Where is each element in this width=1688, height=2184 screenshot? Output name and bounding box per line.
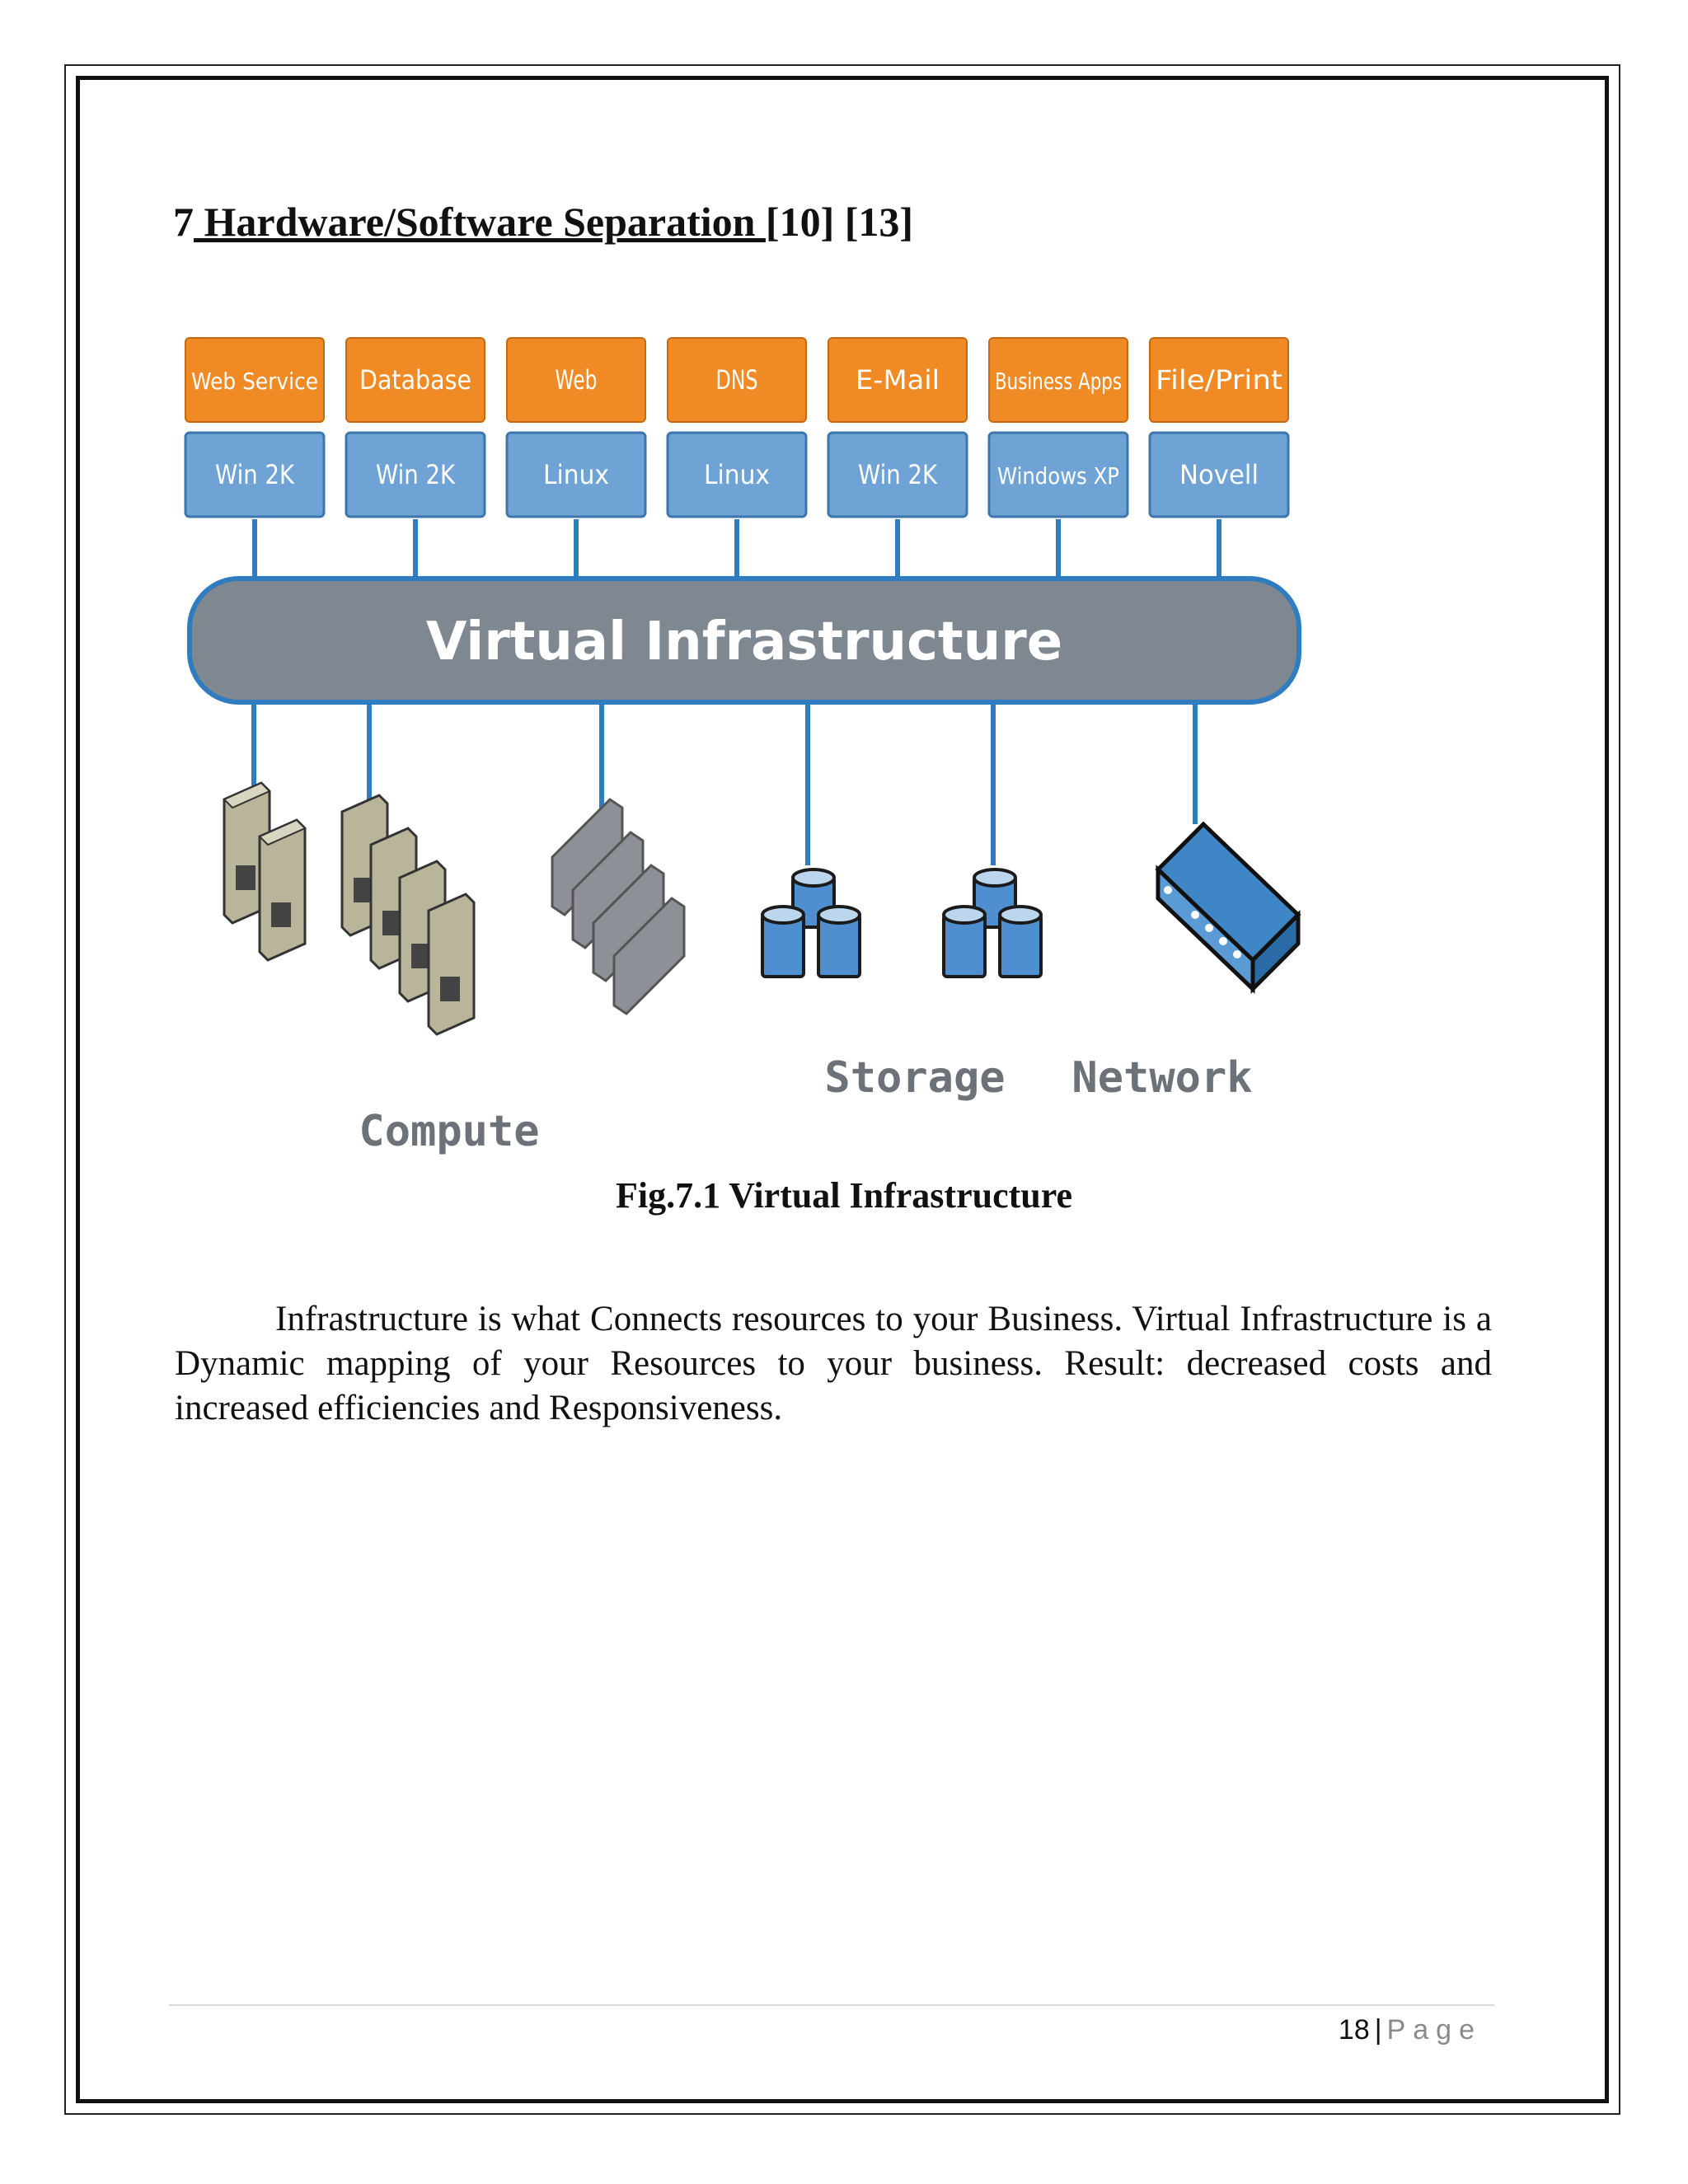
os-label: Windows XP [997,462,1119,490]
app-label: Business Apps [995,368,1122,395]
compute-server-rack-icon [342,795,474,1034]
storage-label: Storage [824,1053,1006,1103]
os-label: Novell [1179,459,1259,490]
app-label: Web [555,364,598,396]
section-references: [10] [13] [765,199,914,245]
page-word: Page [1386,2014,1482,2046]
app-label: Database [359,364,471,396]
os-label: Win 2K [858,459,938,490]
virtual-infrastructure-diagram [173,321,1319,1179]
blade-server-icon [552,799,684,1014]
footer-separator: | [1374,2014,1382,2046]
network-switch-icon [1158,824,1298,989]
figure-caption: Fig.7.1 Virtual Infrastructure [615,1175,1073,1216]
section-heading [173,198,913,246]
service-connector-lines [255,519,1219,582]
compute-label: Compute [359,1107,540,1156]
os-label: Win 2K [376,459,456,490]
section-number: 7 [173,199,194,245]
section-title: Hardware/Software Separation [194,199,766,245]
footer-divider [169,2004,1494,2006]
body-paragraph: Infrastructure is what Connects resources to your Business. Virtual Infrastructure is a Dynamic mapping of your Resources to your business. Result: decreased costs and increased efficiencies and Responsiveness. [175,1300,1492,1427]
service-stack-group [185,338,1288,517]
compute-server-icon [224,783,305,960]
app-label: E-Mail [856,364,940,396]
os-label: Linux [543,459,609,490]
storage-icon [762,869,1041,977]
os-label: Win 2K [215,459,295,490]
page-footer [1339,2014,1482,2046]
app-label: DNS [715,364,758,396]
network-label: Network [1071,1053,1253,1103]
bus-label: Virtual Infrastructure [425,612,1063,673]
app-label: Web Service [191,368,318,395]
os-label: Linux [704,459,770,490]
page-number: 18 [1338,2014,1370,2046]
app-label: File/Print [1156,364,1282,396]
